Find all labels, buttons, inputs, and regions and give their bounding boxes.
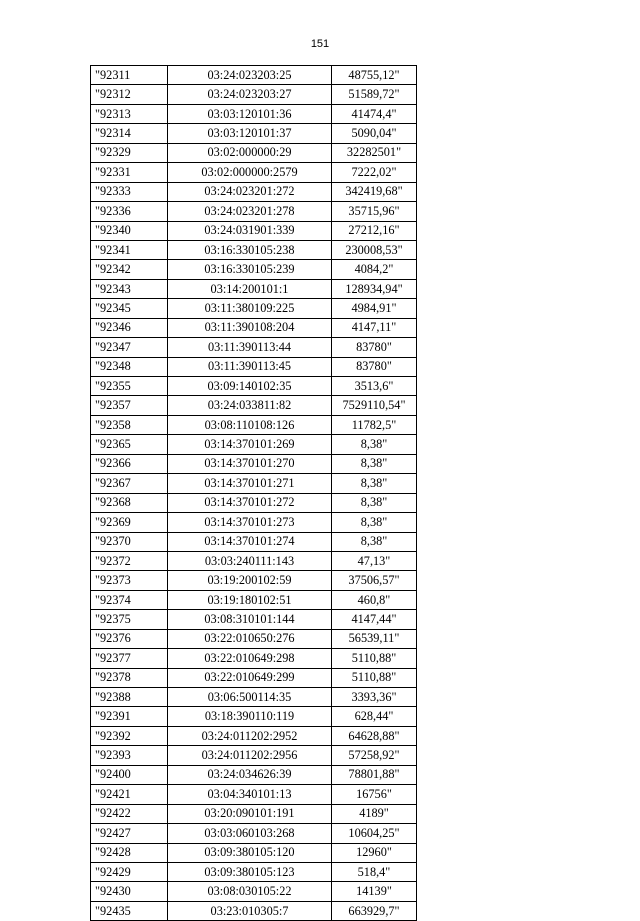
value-cell: 8,38" bbox=[332, 454, 417, 473]
cadastral-number-cell: 03:14:370101:273 bbox=[168, 513, 332, 532]
table-row bbox=[91, 649, 417, 668]
value-cell: 128934,94" bbox=[332, 279, 417, 298]
value-cell: 64628,88" bbox=[332, 726, 417, 745]
value-cell: 11782,5" bbox=[332, 415, 417, 434]
row-id-cell: "92366 bbox=[91, 454, 168, 473]
cadastral-number-cell: 03:24:023203:27 bbox=[168, 85, 332, 104]
cadastral-number-cell: 03:16:330105:239 bbox=[168, 260, 332, 279]
cadastral-number-cell: 03:24:011202:2952 bbox=[168, 726, 332, 745]
row-id-cell: "92314 bbox=[91, 124, 168, 143]
value-cell: 460,8" bbox=[332, 590, 417, 609]
table-row bbox=[91, 862, 417, 881]
table-row bbox=[91, 260, 417, 279]
row-id-cell: "92391 bbox=[91, 707, 168, 726]
data-table bbox=[90, 65, 417, 921]
value-cell: 83780" bbox=[332, 338, 417, 357]
value-cell: 4084,2" bbox=[332, 260, 417, 279]
value-cell: 8,38" bbox=[332, 493, 417, 512]
cadastral-number-cell: 03:24:023203:25 bbox=[168, 66, 332, 85]
table-row bbox=[91, 551, 417, 570]
value-cell: 5110,88" bbox=[332, 668, 417, 687]
row-id-cell: "92428 bbox=[91, 843, 168, 862]
row-id-cell: "92377 bbox=[91, 649, 168, 668]
table-row bbox=[91, 299, 417, 318]
row-id-cell: "92369 bbox=[91, 513, 168, 532]
value-cell: 4147,44" bbox=[332, 610, 417, 629]
row-id-cell: "92427 bbox=[91, 824, 168, 843]
cadastral-number-cell: 03:24:031901:339 bbox=[168, 221, 332, 240]
table-row bbox=[91, 707, 417, 726]
row-id-cell: "92347 bbox=[91, 338, 168, 357]
value-cell: 3393,36" bbox=[332, 688, 417, 707]
row-id-cell: "92421 bbox=[91, 785, 168, 804]
row-id-cell: "92365 bbox=[91, 435, 168, 454]
value-cell: 16756" bbox=[332, 785, 417, 804]
cadastral-number-cell: 03:24:023201:272 bbox=[168, 182, 332, 201]
row-id-cell: "92312 bbox=[91, 85, 168, 104]
table-row bbox=[91, 726, 417, 745]
value-cell: 5090,04" bbox=[332, 124, 417, 143]
cadastral-number-cell: 03:09:380105:120 bbox=[168, 843, 332, 862]
row-id-cell: "92435 bbox=[91, 901, 168, 920]
cadastral-number-cell: 03:22:010649:298 bbox=[168, 649, 332, 668]
row-id-cell: "92374 bbox=[91, 590, 168, 609]
value-cell: 8,38" bbox=[332, 435, 417, 454]
table-row bbox=[91, 240, 417, 259]
table-row bbox=[91, 843, 417, 862]
table-row bbox=[91, 513, 417, 532]
value-cell: 4984,91" bbox=[332, 299, 417, 318]
cadastral-number-cell: 03:11:380109:225 bbox=[168, 299, 332, 318]
cadastral-number-cell: 03:08:110108:126 bbox=[168, 415, 332, 434]
value-cell: 8,38" bbox=[332, 532, 417, 551]
row-id-cell: "92355 bbox=[91, 377, 168, 396]
cadastral-number-cell: 03:14:370101:269 bbox=[168, 435, 332, 454]
cadastral-number-cell: 03:19:200102:59 bbox=[168, 571, 332, 590]
cadastral-number-cell: 03:08:310101:144 bbox=[168, 610, 332, 629]
table-row bbox=[91, 85, 417, 104]
value-cell: 12960" bbox=[332, 843, 417, 862]
row-id-cell: "92336 bbox=[91, 202, 168, 221]
table-row bbox=[91, 590, 417, 609]
cadastral-number-cell: 03:14:370101:270 bbox=[168, 454, 332, 473]
value-cell: 7529110,54" bbox=[332, 396, 417, 415]
cadastral-number-cell: 03:24:033811:82 bbox=[168, 396, 332, 415]
cadastral-number-cell: 03:16:330105:238 bbox=[168, 240, 332, 259]
table-row bbox=[91, 182, 417, 201]
table-row bbox=[91, 688, 417, 707]
row-id-cell: "92343 bbox=[91, 279, 168, 298]
table-row bbox=[91, 124, 417, 143]
cadastral-number-cell: 03:24:034626:39 bbox=[168, 765, 332, 784]
table-row bbox=[91, 629, 417, 648]
table-body bbox=[91, 66, 417, 921]
value-cell: 47,13" bbox=[332, 551, 417, 570]
value-cell: 32282501" bbox=[332, 143, 417, 162]
value-cell: 41474,4" bbox=[332, 104, 417, 123]
value-cell: 518,4" bbox=[332, 862, 417, 881]
row-id-cell: "92430 bbox=[91, 882, 168, 901]
cadastral-number-cell: 03:03:120101:36 bbox=[168, 104, 332, 123]
cadastral-number-cell: 03:08:030105:22 bbox=[168, 882, 332, 901]
row-id-cell: "92357 bbox=[91, 396, 168, 415]
page-number: 151 bbox=[310, 38, 330, 50]
cadastral-number-cell: 03:22:010650:276 bbox=[168, 629, 332, 648]
value-cell: 27212,16" bbox=[332, 221, 417, 240]
table-row bbox=[91, 785, 417, 804]
value-cell: 4189" bbox=[332, 804, 417, 823]
row-id-cell: "92429 bbox=[91, 862, 168, 881]
value-cell: 83780" bbox=[332, 357, 417, 376]
table-row bbox=[91, 493, 417, 512]
value-cell: 57258,92" bbox=[332, 746, 417, 765]
table-row bbox=[91, 824, 417, 843]
table-row bbox=[91, 415, 417, 434]
cadastral-number-cell: 03:03:060103:268 bbox=[168, 824, 332, 843]
cadastral-number-cell: 03:11:390113:45 bbox=[168, 357, 332, 376]
table-row bbox=[91, 668, 417, 687]
table-row bbox=[91, 221, 417, 240]
value-cell: 4147,11" bbox=[332, 318, 417, 337]
table-row bbox=[91, 532, 417, 551]
table-row bbox=[91, 901, 417, 920]
row-id-cell: "92392 bbox=[91, 726, 168, 745]
cadastral-number-cell: 03:18:390110:119 bbox=[168, 707, 332, 726]
cadastral-number-cell: 03:03:240111:143 bbox=[168, 551, 332, 570]
row-id-cell: "92311 bbox=[91, 66, 168, 85]
row-id-cell: "92329 bbox=[91, 143, 168, 162]
row-id-cell: "92358 bbox=[91, 415, 168, 434]
cadastral-number-cell: 03:14:200101:1 bbox=[168, 279, 332, 298]
value-cell: 230008,53" bbox=[332, 240, 417, 259]
cadastral-number-cell: 03:20:090101:191 bbox=[168, 804, 332, 823]
value-cell: 78801,88" bbox=[332, 765, 417, 784]
value-cell: 14139" bbox=[332, 882, 417, 901]
value-cell: 5110,88" bbox=[332, 649, 417, 668]
table-row bbox=[91, 765, 417, 784]
row-id-cell: "92388 bbox=[91, 688, 168, 707]
table-row bbox=[91, 377, 417, 396]
table-row bbox=[91, 318, 417, 337]
row-id-cell: "92345 bbox=[91, 299, 168, 318]
row-id-cell: "92375 bbox=[91, 610, 168, 629]
cadastral-number-cell: 03:14:370101:274 bbox=[168, 532, 332, 551]
row-id-cell: "92367 bbox=[91, 474, 168, 493]
table-row bbox=[91, 338, 417, 357]
row-id-cell: "92313 bbox=[91, 104, 168, 123]
table-row bbox=[91, 435, 417, 454]
cadastral-number-cell: 03:09:380105:123 bbox=[168, 862, 332, 881]
cadastral-number-cell: 03:24:023201:278 bbox=[168, 202, 332, 221]
table-row bbox=[91, 454, 417, 473]
cadastral-number-cell: 03:02:000000:29 bbox=[168, 143, 332, 162]
row-id-cell: "92393 bbox=[91, 746, 168, 765]
table-row bbox=[91, 746, 417, 765]
cadastral-number-cell: 03:14:370101:272 bbox=[168, 493, 332, 512]
value-cell: 663929,7" bbox=[332, 901, 417, 920]
cadastral-number-cell: 03:24:011202:2956 bbox=[168, 746, 332, 765]
row-id-cell: "92376 bbox=[91, 629, 168, 648]
value-cell: 342419,68" bbox=[332, 182, 417, 201]
row-id-cell: "92373 bbox=[91, 571, 168, 590]
row-id-cell: "92348 bbox=[91, 357, 168, 376]
row-id-cell: "92346 bbox=[91, 318, 168, 337]
table-row bbox=[91, 66, 417, 85]
row-id-cell: "92341 bbox=[91, 240, 168, 259]
row-id-cell: "92370 bbox=[91, 532, 168, 551]
row-id-cell: "92400 bbox=[91, 765, 168, 784]
table-row bbox=[91, 610, 417, 629]
value-cell: 35715,96" bbox=[332, 202, 417, 221]
table-row bbox=[91, 571, 417, 590]
cadastral-number-cell: 03:19:180102:51 bbox=[168, 590, 332, 609]
value-cell: 37506,57" bbox=[332, 571, 417, 590]
cadastral-number-cell: 03:22:010649:299 bbox=[168, 668, 332, 687]
cadastral-number-cell: 03:02:000000:2579 bbox=[168, 163, 332, 182]
value-cell: 3513,6" bbox=[332, 377, 417, 396]
table-row bbox=[91, 279, 417, 298]
value-cell: 7222,02" bbox=[332, 163, 417, 182]
row-id-cell: "92333 bbox=[91, 182, 168, 201]
value-cell: 628,44" bbox=[332, 707, 417, 726]
row-id-cell: "92422 bbox=[91, 804, 168, 823]
table-row bbox=[91, 143, 417, 162]
row-id-cell: "92340 bbox=[91, 221, 168, 240]
value-cell: 10604,25" bbox=[332, 824, 417, 843]
cadastral-number-cell: 03:23:010305:7 bbox=[168, 901, 332, 920]
row-id-cell: "92372 bbox=[91, 551, 168, 570]
table-row bbox=[91, 357, 417, 376]
value-cell: 48755,12" bbox=[332, 66, 417, 85]
table-row bbox=[91, 396, 417, 415]
row-id-cell: "92342 bbox=[91, 260, 168, 279]
cadastral-number-cell: 03:11:390108:204 bbox=[168, 318, 332, 337]
table-row bbox=[91, 882, 417, 901]
cadastral-number-cell: 03:14:370101:271 bbox=[168, 474, 332, 493]
value-cell: 56539,11" bbox=[332, 629, 417, 648]
value-cell: 51589,72" bbox=[332, 85, 417, 104]
table-row bbox=[91, 104, 417, 123]
row-id-cell: "92331 bbox=[91, 163, 168, 182]
row-id-cell: "92378 bbox=[91, 668, 168, 687]
value-cell: 8,38" bbox=[332, 513, 417, 532]
value-cell: 8,38" bbox=[332, 474, 417, 493]
row-id-cell: "92368 bbox=[91, 493, 168, 512]
cadastral-number-cell: 03:09:140102:35 bbox=[168, 377, 332, 396]
cadastral-number-cell: 03:06:500114:35 bbox=[168, 688, 332, 707]
table-row bbox=[91, 163, 417, 182]
cadastral-number-cell: 03:11:390113:44 bbox=[168, 338, 332, 357]
table-row bbox=[91, 804, 417, 823]
table-row bbox=[91, 202, 417, 221]
table-row bbox=[91, 474, 417, 493]
cadastral-number-cell: 03:03:120101:37 bbox=[168, 124, 332, 143]
cadastral-number-cell: 03:04:340101:13 bbox=[168, 785, 332, 804]
